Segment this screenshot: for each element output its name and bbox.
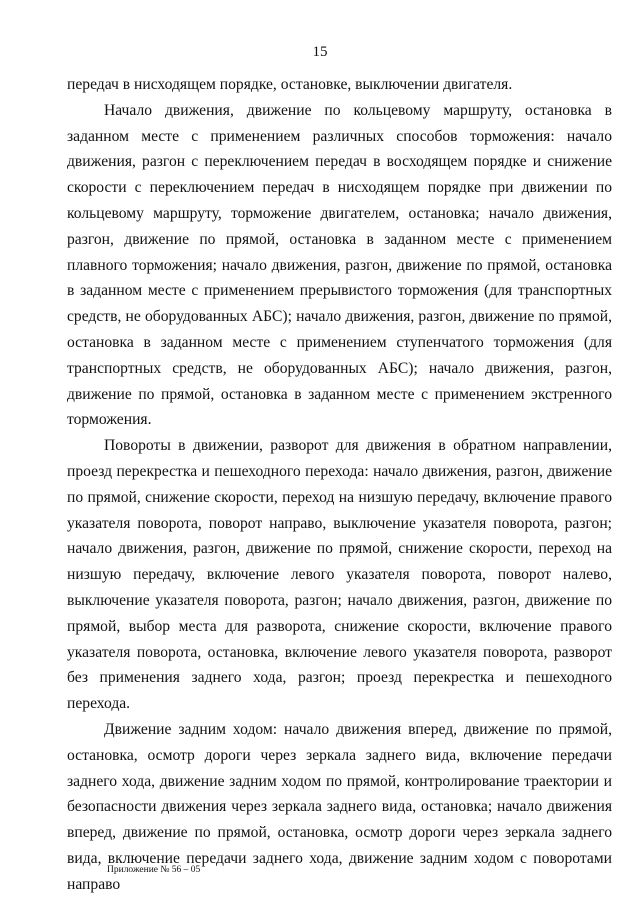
paragraph-continuation: передач в нисходящем порядке, остановке, выключении двигателя.	[67, 76, 513, 93]
footer-appendix-label: Приложение № 56 – 05	[107, 865, 201, 875]
paragraph-reverse: Движение задним ходом: начало движения вперед, движение по прямой, остановка, осмотр дороги через зеркала заднего вида, включение передачи заднего хода, движение задним ходом по прямой, контролирование траектории и безопасности движения через зеркала заднего вида, остановка; начало движения вперед, движение по прямой, остановка, осмотр дороги через зеркала заднего вида, включение передачи заднего хода, движение задним ходом с поворотами направо	[67, 720, 612, 893]
paragraph-turns: Повороты в движении, разворот для движения в обратном направлении, проезд перекрестка и пешеходного перехода: начало движения, разгон, движение по прямой, снижение скорости, переход на низшую передачу, включение правого указателя поворота, поворот направо, выключение указателя поворота, разгон; начало движения, разгон, движение по прямой, снижение скорости, переход на низшую передачу, включение левого указателя поворота, поворот налево, выключение указателя поворота, разгон; начало движения, разгон, движение по прямой, выбор места для разворота, снижение скорости, включение правого указателя поворота, остановка, включение левого указателя поворота, разворот без применения заднего хода, разгон; проезд перекрестка и пешеходного перехода.	[67, 437, 612, 713]
paragraph-braking: Начало движения, движение по кольцевому маршруту, остановка в заданном месте с применением различных способов торможения: начало движения, разгон с переключением передач в восходящем порядке и снижение скорости с переключением передач в нисходящем порядке при движении по кольцевому маршруту, торможение двигателем, остановка; начало движения, разгон, движение по прямой, остановка в заданном месте с применением плавного торможения; начало движения, разгон, движение по прямой, остановка в заданном месте с применением прерывистого торможения (для транспортных средств, не оборудованных АБС); начало движения, разгон, движение по прямой, остановка в заданном месте с применением ступенчатого торможения (для транспортных средств, не оборудованных АБС); начало движения, разгон, движение по прямой, остановка в заданном месте с применением экстренного торможения.	[67, 101, 612, 429]
page-number: 15	[312, 44, 328, 60]
body-text	[67, 72, 612, 898]
